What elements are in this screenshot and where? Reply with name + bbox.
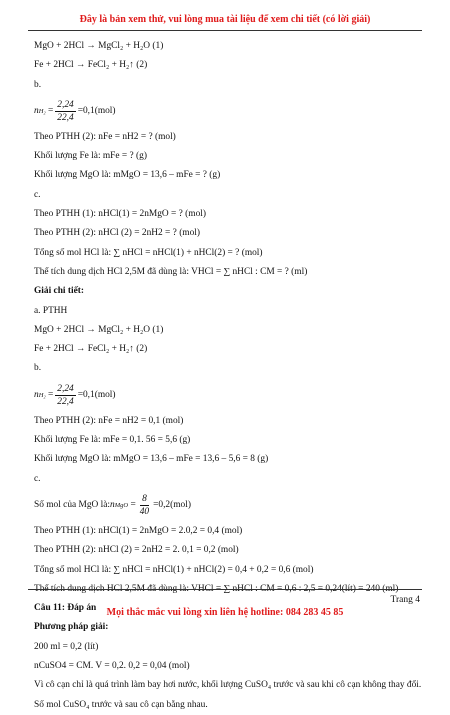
text-line: c. — [34, 189, 41, 200]
text-line: Theo PTHH (2): nHCl (2) = 2nH2 = ? (mol) — [34, 228, 201, 239]
text-line: a. PTHH — [34, 305, 68, 316]
text-line: 200 ml = 0,2 (lít) — [34, 641, 99, 652]
text-line: Fe + 2HCl → FeCl₂ + H₂↑ (2) — [34, 344, 148, 355]
text-line: Theo PTHH (2): nHCl (2) = 2nH2 = 2. 0,1 = 0,2 (mol) — [34, 545, 239, 556]
text-line: Theo PTHH (2): nFe = nH2 = ? (mol) — [34, 131, 176, 142]
text-line: b. — [34, 79, 42, 90]
fraction: $\frac{8}{40}$ — [139, 493, 150, 517]
text-line: Khối lượng MgO là: mMgO = 13,6 – mFe = 13,6 – 5,6 = 8 (g) — [34, 454, 269, 465]
section-heading: Phương pháp giải: — [34, 622, 109, 633]
text-line: Theo PTHH (2): nFe = nH2 = 0,1 (mol) — [34, 415, 184, 426]
formula-line: Số mol của MgO là: nMgO = $\frac{8}{40}$ =0,2(mol) — [34, 493, 191, 517]
text-line: MgO + 2HCl → MgCl₂ + H₂O (1) — [34, 324, 164, 335]
text-line: Số mol CuSO₄ trước và sau cô cạn bằng nhau. — [34, 699, 208, 710]
text-line: c. — [34, 473, 41, 484]
text-line: b. — [34, 363, 42, 374]
text-line: Khối lượng MgO là: mMgO = 13,6 – mFe = ? (g) — [34, 170, 221, 181]
header-divider — [28, 30, 422, 31]
fraction: $\frac{2,24}{22,4}$ — [57, 99, 74, 123]
text-line: Theo PTHH (1): nHCl(1) = 2nMgO = ? (mol) — [34, 209, 207, 220]
text-line: Thể tích dung dịch HCl 2,5M đã dùng là: VHCl = ∑ nHCl : CM = ? (ml) — [34, 266, 308, 277]
text-line: nCuSO4 = CM. V = 0,2. 0,2 = 0,04 (mol) — [34, 661, 190, 672]
text-line: MgO + 2HCl → MgCl₂ + H₂O (1) — [34, 41, 164, 51]
preview-banner: Đây là bản xem thử, vui lòng mua tài liệu để xem chi tiết (có lời giải) — [79, 14, 371, 25]
fraction: $\frac{2,24}{22,4}$ — [57, 383, 74, 407]
text-line: Tổng số mol HCl là: ∑ nHCl = nHCl(1) + nHCl(2) = 0,4 + 0,2 = 0,6 (mol) — [34, 564, 314, 575]
formula-line: nH₂ = $\frac{2,24}{22,4}$ =0,1(mol) — [34, 383, 116, 407]
text-line: Thể tích dung dịch HCl 2,5M đã dùng là: VHCl = ∑ nHCl : CM = 0,6 : 2,5 = 0,24(lít) = 240 (ml) — [34, 583, 399, 594]
footer-divider — [28, 589, 422, 590]
text-line: Theo PTHH (1): nHCl(1) = 2nMgO = 2.0,2 = 0,4 (mol) — [34, 525, 243, 536]
text-line: Khối lượng Fe là: mFe = 0,1. 56 = 5,6 (g) — [34, 435, 191, 446]
text-line: Tổng số mol HCl là: ∑ nHCl = nHCl(1) + nHCl(2) = ? (mol) — [34, 247, 263, 258]
formula-line: nH₂ = $\frac{2,24}{22,4}$ =0,1(mol) — [34, 99, 116, 123]
section-heading: Giải chi tiết: — [34, 286, 84, 297]
question-heading: Câu 11: Đáp án — [34, 603, 97, 614]
hotline-banner: Mọi thắc mắc vui lòng xin liên hệ hotline: 084 283 45 85 — [106, 607, 344, 618]
page-number: Trang 4 — [390, 595, 420, 605]
text-line: Fe + 2HCl → FeCl₂ + H₂↑ (2) — [34, 60, 148, 71]
text-line: Khối lượng Fe là: mFe = ? (g) — [34, 151, 147, 162]
text-line: Vì cô cạn chỉ là quá trình làm bay hơi nước, khối lượng CuSO₄ trước và sau khi cô cạn không thay đổi. — [34, 680, 422, 691]
